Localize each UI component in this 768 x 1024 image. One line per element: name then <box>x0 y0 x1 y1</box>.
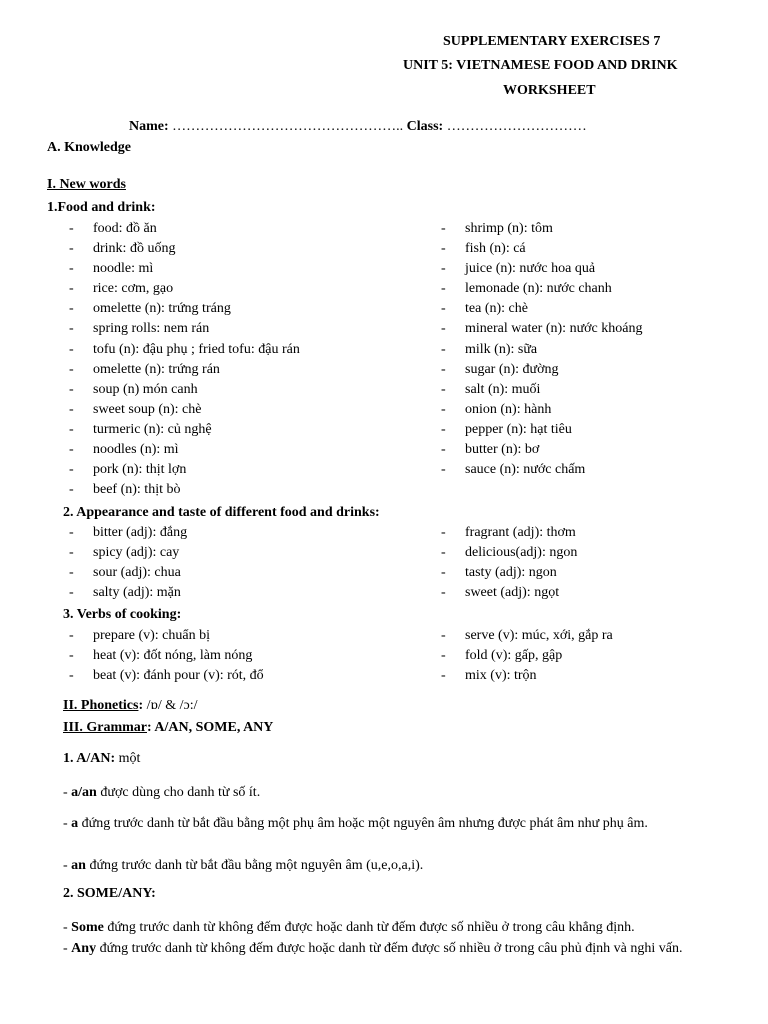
name-class-line <box>129 119 587 135</box>
para-dash: - <box>63 816 72 831</box>
vocab-entry: mineral water (n): nước khoáng <box>465 321 643 337</box>
new-words-heading: I. New words <box>47 177 126 192</box>
vocab-entry: sour (adj): chua <box>93 565 181 581</box>
para-dash: - <box>63 920 72 935</box>
name-blank: ………………………………………….. <box>172 119 404 134</box>
bullet-dash: - <box>69 462 74 478</box>
bullet-dash: - <box>69 321 74 337</box>
bullet-dash: - <box>441 301 446 317</box>
bullet-dash: - <box>441 261 446 277</box>
bullet-dash: - <box>69 241 74 257</box>
bullet-dash: - <box>441 421 446 437</box>
some-any-rule-2-key: Any <box>71 941 97 956</box>
vocab-entry: spring rolls: nem rán <box>93 321 210 337</box>
bullet-dash: - <box>69 421 74 437</box>
bullet-dash: - <box>441 565 446 581</box>
bullet-dash: - <box>441 648 446 664</box>
a-an-rule-3 <box>63 855 723 876</box>
some-any-rule-1 <box>63 917 723 938</box>
vocab-entry: onion (n): hành <box>465 401 552 417</box>
vocab-entry: spicy (adj): cay <box>93 545 180 561</box>
vocab-entry: soup (n) món canh <box>93 381 198 397</box>
vocab-entry: prepare (v): chuẩn bị <box>93 628 210 643</box>
vocab-entry: heat (v): đốt nóng, làm nóng <box>93 648 253 664</box>
vocab-entry: tofu (n): đậu phụ ; fried tofu: đậu rán <box>93 341 300 357</box>
vocab-entry: sauce (n): nước chấm <box>465 462 586 478</box>
vocab-entry: shrimp (n): tôm <box>465 221 553 236</box>
a-an-rule-2-text: đứng trước danh từ bắt đầu bằng một phụ âm hoặc một nguyên âm nhưng được phát âm như phụ âm. <box>78 816 648 831</box>
bullet-dash: - <box>441 241 446 257</box>
phonetics-value: /ɒ/ & /ɔ:/ <box>143 698 198 713</box>
phonetics-label: II. Phonetics <box>63 698 139 713</box>
vocab-entry: omelette (n): trứng tráng <box>93 301 231 317</box>
vocab-entry: beat (v): đánh pour (v): rót, đổ <box>93 668 264 684</box>
vocab-entry: salt (n): muối <box>465 381 541 397</box>
bullet-dash: - <box>69 341 74 357</box>
vocab-entry: juice (n): nước hoa quả <box>465 261 596 277</box>
food-drink-heading: 1.Food and drink: <box>47 200 156 215</box>
name-label: Name: <box>129 119 169 134</box>
bullet-dash: - <box>441 628 446 643</box>
vocab-entry: noodle: mì <box>93 261 154 277</box>
vocab-entry: lemonade (n): nước chanh <box>465 281 612 297</box>
appearance-heading: 2. Appearance and taste of different food and drinks: <box>63 505 380 520</box>
a-an-rule-1-key: a/an <box>71 785 97 800</box>
vocab-entry: salty (adj): mặn <box>93 585 181 601</box>
bullet-dash: - <box>69 381 74 397</box>
vocab-entry: butter (n): bơ <box>465 442 540 458</box>
vocab-entry: pork (n): thịt lợn <box>93 462 187 478</box>
bullet-dash: - <box>69 585 74 601</box>
phonetics-colon: : <box>138 698 144 713</box>
para-dash: - <box>63 858 72 873</box>
a-an-title: 1. A/AN: <box>63 751 116 766</box>
bullet-dash: - <box>69 221 74 236</box>
vocab-entry: fish (n): cá <box>465 241 526 257</box>
worksheet-title-line1: SUPPLEMENTARY EXERCISES 7 <box>443 34 661 49</box>
bullet-dash: - <box>69 668 74 684</box>
bullet-dash: - <box>441 321 446 337</box>
para-dash: - <box>63 785 72 800</box>
bullet-dash: - <box>69 361 74 377</box>
class-blank: ………………………… <box>446 119 587 134</box>
vocab-entry: drink: đồ uống <box>93 241 176 257</box>
bullet-dash: - <box>69 401 74 417</box>
bullet-dash: - <box>69 525 74 540</box>
grammar-label: III. Grammar <box>63 720 147 735</box>
vocab-entry: tasty (adj): ngon <box>465 565 557 581</box>
vocab-entry: serve (v): múc, xới, gắp ra <box>465 628 613 643</box>
worksheet-title-line3: WORKSHEET <box>503 83 596 98</box>
grammar-line <box>63 720 273 736</box>
bullet-dash: - <box>441 668 446 684</box>
section-a-heading: A. Knowledge <box>47 140 131 155</box>
worksheet-title-line2: UNIT 5: VIETNAMESE FOOD AND DRINK <box>403 58 678 73</box>
a-an-meaning: một <box>115 751 141 766</box>
vocab-entry: fold (v): gấp, gập <box>465 648 563 664</box>
bullet-dash: - <box>69 628 74 643</box>
bullet-dash: - <box>441 442 446 458</box>
vocab-entry: food: đồ ăn <box>93 221 157 236</box>
bullet-dash: - <box>441 381 446 397</box>
grammar-colon: : <box>147 720 152 735</box>
vocab-entry: bitter (adj): đắng <box>93 525 188 540</box>
bullet-dash: - <box>69 281 74 297</box>
some-any-rule-1-key: Some <box>71 920 104 935</box>
vocab-entry: noodles (n): mì <box>93 442 179 458</box>
a-an-rule-1-text: được dùng cho danh từ số ít. <box>96 785 261 800</box>
vocab-entry: fragrant (adj): thơm <box>465 525 576 540</box>
bullet-dash: - <box>69 261 74 277</box>
vocab-entry: sweet (adj): ngọt <box>465 585 560 601</box>
verbs-heading: 3. Verbs of cooking: <box>63 607 182 622</box>
bullet-dash: - <box>69 482 74 498</box>
vocab-entry: delicious(adj): ngon <box>465 545 578 561</box>
bullet-dash: - <box>441 281 446 297</box>
vocab-entry: beef (n): thịt bò <box>93 482 181 498</box>
bullet-dash: - <box>441 341 446 357</box>
some-any-rule-1-text: đứng trước danh từ không đếm được hoặc danh từ đếm được số nhiều ở trong câu khẳng định. <box>103 920 635 935</box>
vocab-entry: rice: cơm, gạo <box>93 281 174 297</box>
a-an-heading <box>63 751 140 767</box>
bullet-dash: - <box>441 525 446 540</box>
some-any-heading: 2. SOME/ANY: <box>63 886 156 901</box>
vocab-entry: tea (n): chè <box>465 301 528 317</box>
some-any-rule-2-text: đứng trước danh từ không đếm được hoặc danh từ đếm được số nhiều ở trong câu phủ định và nghi vấn. <box>96 941 683 956</box>
bullet-dash: - <box>69 545 74 561</box>
vocab-entry: mix (v): trộn <box>465 668 537 684</box>
a-an-rule-2-key: a <box>71 816 79 831</box>
vocab-entry: sweet soup (n): chè <box>93 401 202 417</box>
vocab-entry: pepper (n): hạt tiêu <box>465 421 572 437</box>
bullet-dash: - <box>441 221 446 236</box>
bullet-dash: - <box>441 585 446 601</box>
bullet-dash: - <box>69 648 74 664</box>
a-an-rule-2 <box>63 813 723 834</box>
some-any-rule-2 <box>63 938 723 959</box>
grammar-value: A/AN, SOME, ANY <box>151 720 274 735</box>
vocab-entry: omelette (n): trứng rán <box>93 361 220 377</box>
class-label: Class: <box>406 119 444 134</box>
a-an-rule-3-text: đứng trước danh từ bắt đầu bằng một nguyên âm (u,e,o,a,i). <box>85 858 424 873</box>
a-an-rule-1 <box>63 782 723 803</box>
phonetics-line <box>63 698 198 714</box>
bullet-dash: - <box>69 565 74 581</box>
vocab-entry: milk (n): sữa <box>465 341 538 357</box>
bullet-dash: - <box>441 545 446 561</box>
vocab-entry: turmeric (n): củ nghệ <box>93 421 212 437</box>
bullet-dash: - <box>69 301 74 317</box>
para-dash: - <box>63 941 72 956</box>
bullet-dash: - <box>441 361 446 377</box>
a-an-rule-3-key: an <box>71 858 86 873</box>
bullet-dash: - <box>441 401 446 417</box>
vocab-entry: sugar (n): đường <box>465 361 559 377</box>
bullet-dash: - <box>69 442 74 458</box>
bullet-dash: - <box>441 462 446 478</box>
